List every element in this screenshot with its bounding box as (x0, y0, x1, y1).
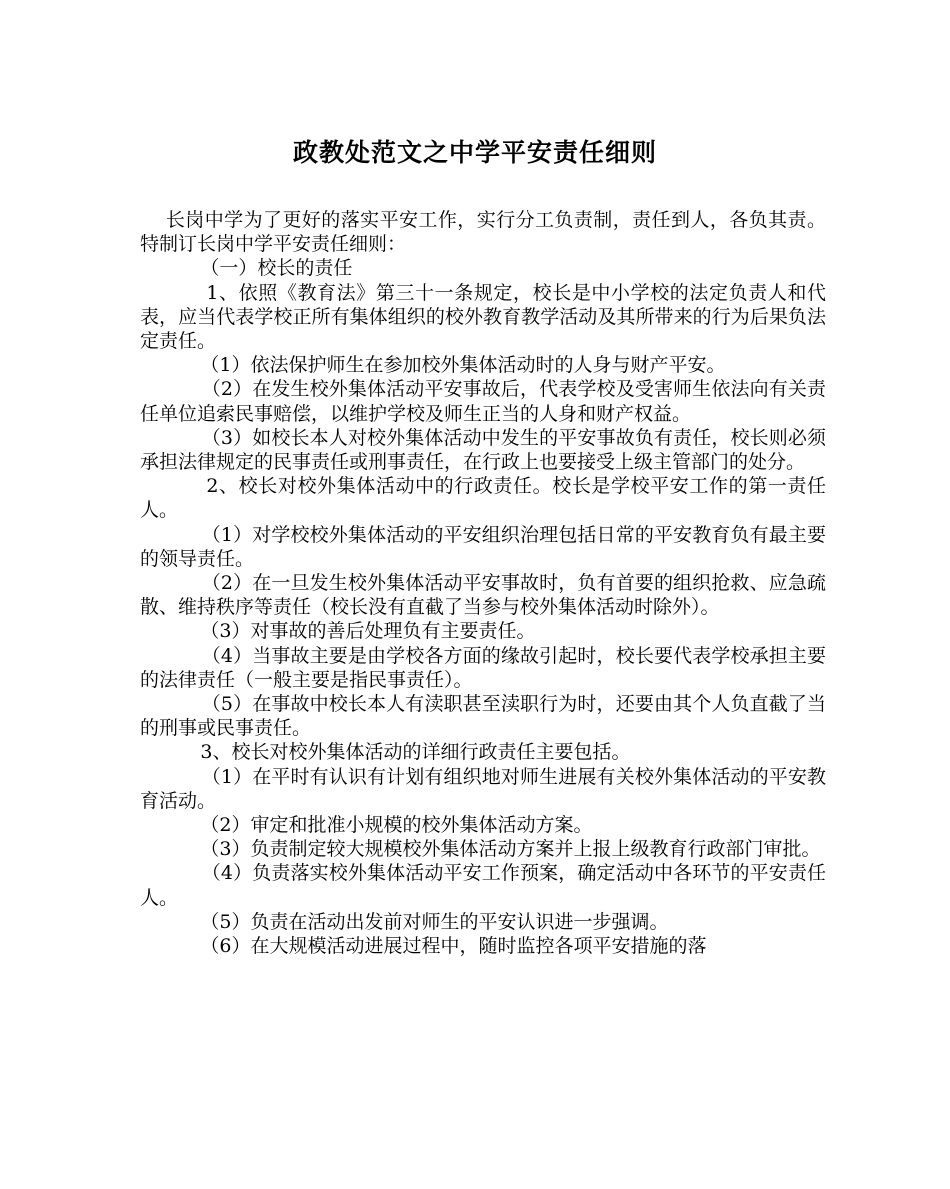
document-title: 政教处范文之中学平安责任细则 (292, 138, 657, 167)
paragraph: （1）对学校校外集体活动的平安组织治理包括日常的平安教育负有最主要的领导责任。 (140, 523, 826, 570)
section-heading: （一）校长的责任 (140, 257, 353, 280)
paragraph: 1、依照《教育法》第三十一条规定，校长是中小学校的法定负责人和代表，应当代表学校正所有集体组织的校外教育教学活动及其所带来的行为后果负法定责任。 (140, 281, 826, 353)
paragraph: （1）依法保护师生在参加校外集体活动时的人身与财产平安。 (140, 354, 726, 377)
paragraph: （1）在平时有认识有计划有组织地对师生进展有关校外集体活动的平安教育活动。 (140, 765, 826, 812)
document-body (140, 208, 826, 958)
paragraph: 长岗中学为了更好的落实平安工作，实行分工负责制，责任到人，各负其责。特制订长岗中学平安责任细则： (140, 209, 826, 256)
paragraph: （5）负责在活动出发前对师生的平安认识进一步强调。 (140, 910, 669, 933)
paragraph: （3）如校长本人对校外集体活动中发生的平安事故负有责任，校长则必须承担法律规定的民事责任或刑事责任，在行政上也要接受上级主管部门的处分。 (140, 426, 826, 474)
paragraph: （3）对事故的善后处理负有主要责任。 (140, 620, 536, 643)
paragraph: （2）审定和批准小规模的校外集体活动方案。 (140, 814, 593, 837)
paragraph: （4）当事故主要是由学校各方面的缘故引起时，校长要代表学校承担主要的法律责任（一般主要是指民事责任）。 (140, 644, 826, 691)
paragraph: （6）在大规模活动进展过程中，随时监控各项平安措施的落 (140, 935, 707, 958)
paragraph: （4）负责落实校外集体活动平安工作预案，确定活动中各环节的平安责任人。 (140, 862, 826, 909)
paragraph: （5）在事故中校长本人有渎职甚至渎职行为时，还要由其个人负直截了当的刑事或民事责任。 (140, 693, 826, 740)
paragraph: （2）在发生校外集体活动平安事故后，代表学校及受害师生依法向有关责任单位追索民事赔偿，以维护学校及师生正当的人身和财产权益。 (140, 378, 826, 425)
paragraph: 2、校长对校外集体活动中的行政责任。校长是学校平安工作的第一责任人。 (140, 475, 826, 522)
paragraph: 3、校长对校外集体活动的详细行政责任主要包括。 (140, 741, 631, 764)
paragraph: （2）在一旦发生校外集体活动平安事故时，负有首要的组织抢救、应急疏散、维持秩序等责任（校长没有直截了当参与校外集体活动时除外）。 (140, 572, 826, 619)
paragraph: （3）负责制定较大规模校外集体活动方案并上报上级教育行政部门审批。 (140, 838, 821, 861)
